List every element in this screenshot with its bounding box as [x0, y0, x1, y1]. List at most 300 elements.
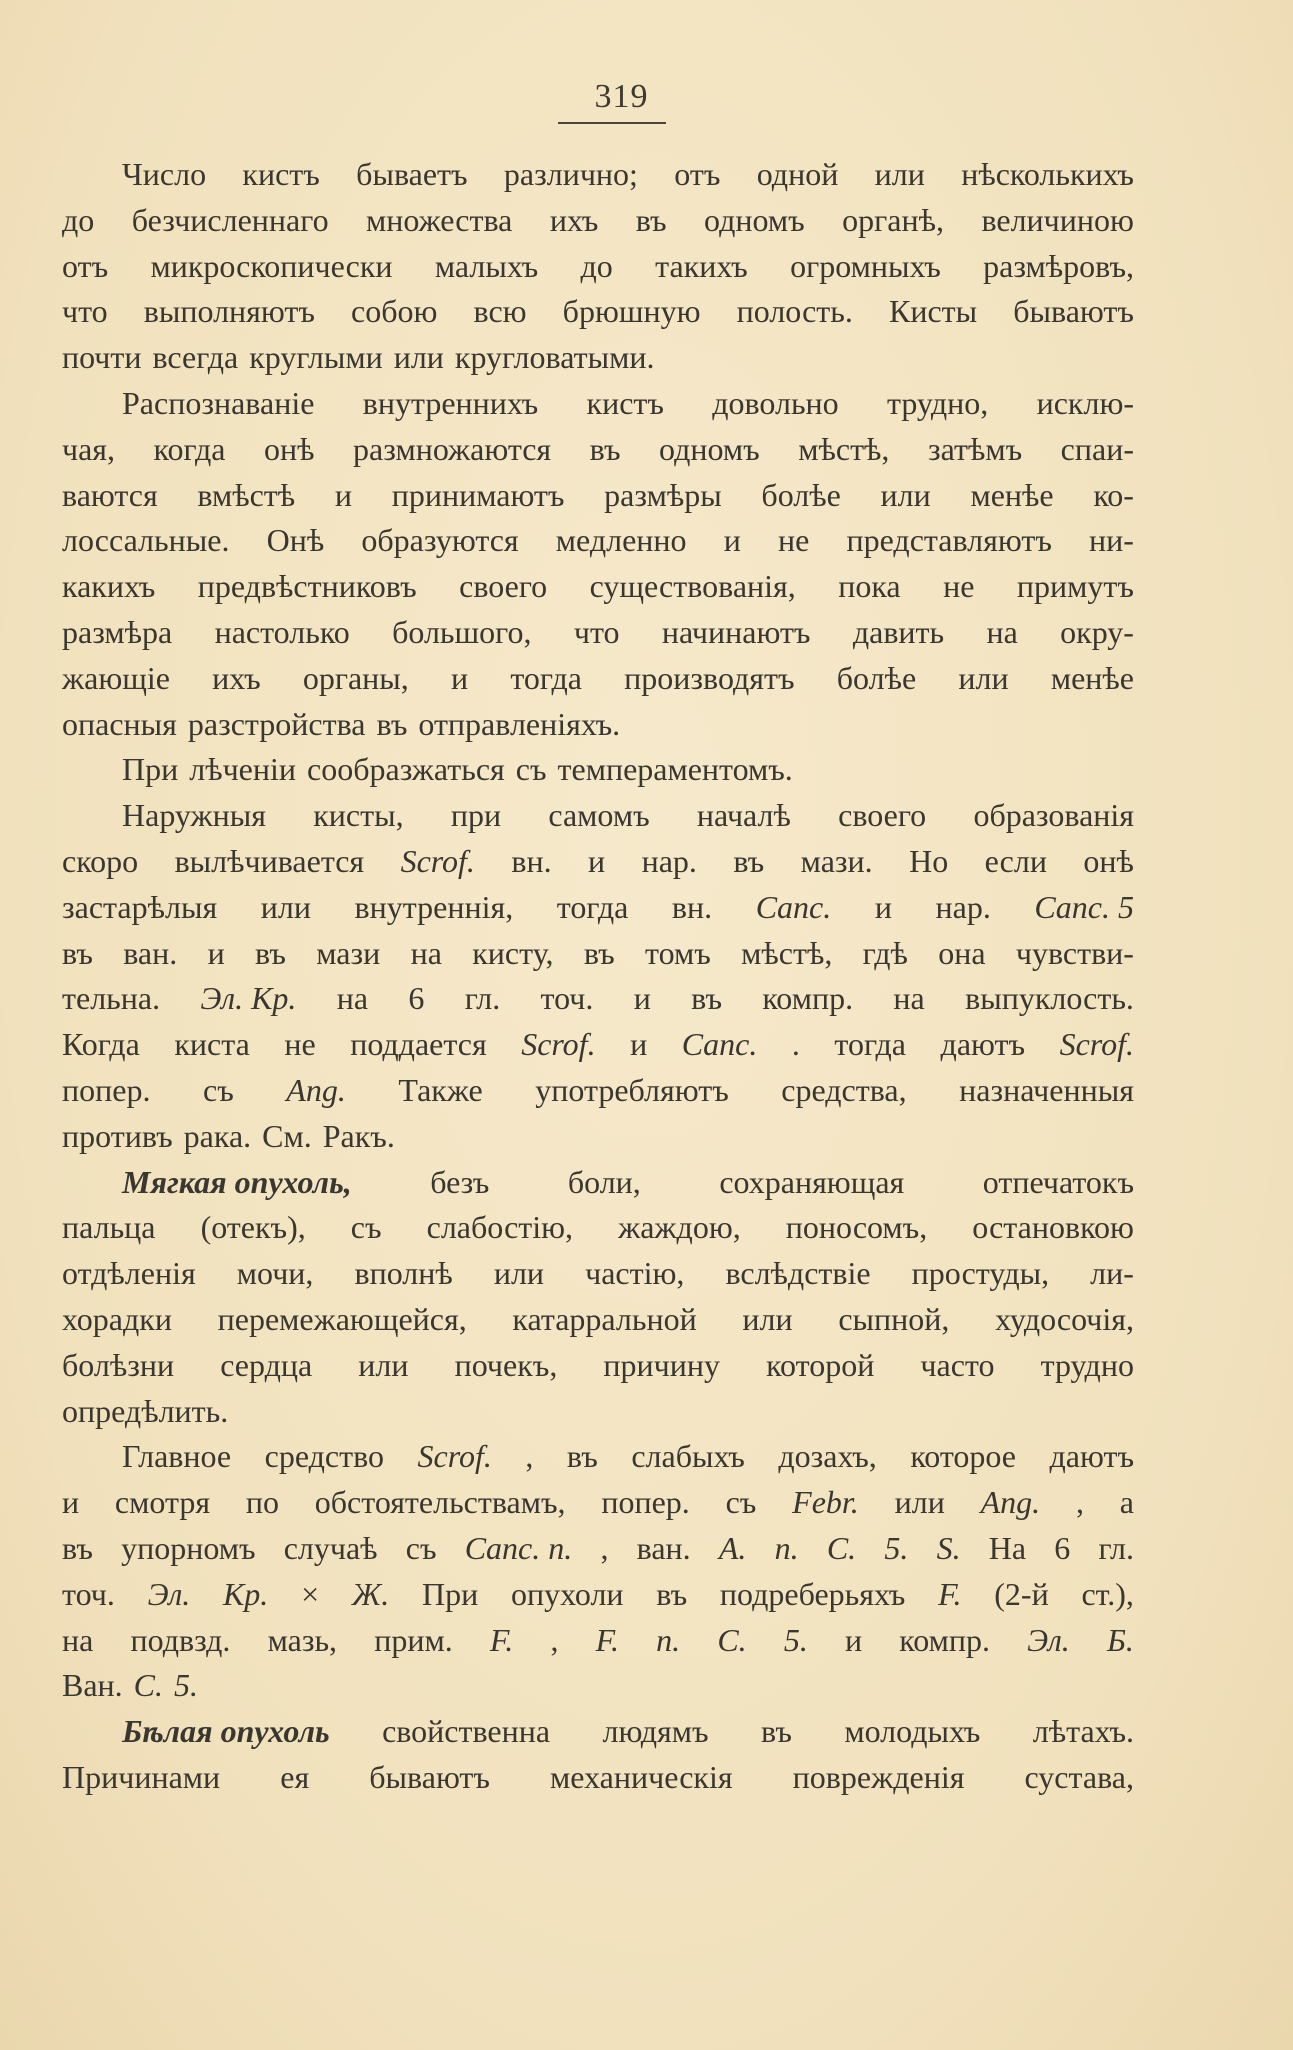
word: въ — [376, 705, 408, 742]
word: жаждою, — [618, 1209, 741, 1246]
text-line — [62, 1068, 1134, 1114]
word: перемежающейся, — [217, 1300, 467, 1337]
word: противъ — [62, 1117, 173, 1154]
word: съ — [725, 1484, 757, 1521]
word: (отекъ), — [200, 1209, 306, 1246]
text-line — [62, 1114, 1134, 1160]
word: внутреннихъ — [362, 384, 539, 421]
word: образуются — [361, 522, 519, 559]
word: въ — [62, 934, 93, 971]
word: Онѣ — [266, 522, 325, 559]
word: людямъ — [602, 1713, 709, 1750]
word: съ — [405, 1529, 437, 1566]
word: Ang. — [286, 1071, 346, 1108]
word: внутреннія, — [354, 888, 514, 925]
word: она — [938, 934, 986, 971]
word: отъ — [62, 247, 109, 284]
word: обстоятельствамъ, — [314, 1484, 566, 1521]
word: или — [894, 1484, 945, 1521]
word: 6 — [408, 980, 425, 1017]
word: какихъ — [62, 568, 156, 605]
word: если — [984, 842, 1047, 879]
word: См. — [262, 1117, 312, 1154]
word: медленно — [555, 522, 687, 559]
word: пока — [838, 568, 901, 605]
word: исклю- — [1036, 384, 1134, 421]
word: окру- — [1060, 613, 1134, 650]
word: размѣры — [604, 476, 722, 513]
text-line — [62, 1343, 1134, 1389]
word: собою — [351, 293, 438, 330]
word: S. — [936, 1529, 961, 1566]
word: ван. — [123, 934, 178, 971]
text-line — [62, 793, 1134, 839]
word: до — [580, 247, 613, 284]
word: тогда — [556, 888, 629, 925]
word: Распознаваніе — [122, 384, 315, 421]
word: нѣсколькихъ — [961, 156, 1134, 192]
word: одномъ — [704, 201, 805, 238]
word: а — [1119, 1484, 1134, 1521]
word: полость. — [736, 293, 853, 330]
word: мази. — [800, 842, 873, 879]
word: своего — [838, 797, 927, 834]
word: чувстви- — [1015, 934, 1134, 971]
word: На — [988, 1529, 1027, 1566]
word: Также — [398, 1071, 483, 1108]
text-line — [62, 885, 1134, 931]
word: съ — [515, 751, 547, 788]
word: брюшную — [562, 293, 701, 330]
word: и — [844, 1621, 863, 1658]
word: кисту, — [472, 934, 554, 971]
word: чая, — [62, 430, 116, 467]
word: Scrof. — [417, 1438, 492, 1475]
word: давить — [852, 613, 945, 650]
text-line — [62, 564, 1134, 610]
word: 6 — [1054, 1529, 1071, 1566]
word: размѣровъ, — [983, 247, 1134, 284]
text-line — [62, 335, 1134, 381]
text-line — [62, 702, 1134, 748]
word: Canc. n. — [464, 1529, 573, 1566]
word: поврежденія — [792, 1758, 965, 1795]
word: F. — [489, 1621, 514, 1658]
word: ко- — [1093, 476, 1134, 513]
word: круглыми — [249, 339, 383, 376]
word: Canc. — [681, 1026, 758, 1063]
word: или — [874, 156, 925, 192]
word: мазь, — [267, 1621, 338, 1658]
text-line — [62, 473, 1134, 519]
word: на — [893, 980, 925, 1017]
word: почти — [62, 339, 142, 376]
word: гл. — [1098, 1529, 1134, 1566]
word: лѣченіи — [189, 751, 297, 788]
word: менѣе — [970, 476, 1054, 513]
text-line — [62, 198, 1134, 244]
word: на — [986, 613, 1018, 650]
word: размѣра — [62, 613, 173, 650]
word: болѣе — [761, 476, 841, 513]
word: отправленіяхъ. — [418, 705, 621, 742]
word: Scrof. — [521, 1026, 596, 1063]
word: онѣ — [264, 430, 315, 467]
word: не — [284, 1026, 316, 1063]
word: остановкою — [972, 1209, 1134, 1246]
text-line — [62, 1663, 1134, 1709]
text-line — [62, 244, 1134, 290]
word: или — [493, 1255, 545, 1292]
word: опухоли — [510, 1575, 624, 1612]
word: вслѣдствіе — [725, 1255, 871, 1292]
word: кистъ — [586, 384, 664, 421]
word: и — [630, 1026, 648, 1063]
word: до — [62, 201, 95, 238]
word: тельна. — [62, 980, 161, 1017]
word: довольно — [712, 384, 839, 421]
word: n. — [656, 1621, 681, 1658]
word: молодыхъ — [844, 1713, 981, 1750]
word: попер. — [62, 1071, 151, 1108]
word: и — [62, 1484, 80, 1521]
word: F. — [595, 1621, 620, 1658]
word: и — [588, 842, 606, 879]
word: или — [742, 1300, 793, 1337]
word: Ang. — [980, 1484, 1041, 1521]
word: болѣе — [836, 659, 917, 696]
word: средство — [264, 1438, 384, 1475]
word: сообразжаться — [307, 751, 505, 788]
word: которой — [766, 1346, 875, 1383]
header-rule — [558, 122, 666, 124]
word: × — [301, 1575, 320, 1612]
text-line — [62, 1526, 1134, 1572]
text-line — [62, 427, 1134, 473]
word: катарральной — [512, 1300, 697, 1337]
text-line — [62, 1389, 1134, 1435]
word: по — [245, 1484, 279, 1521]
word: спаи- — [1060, 430, 1134, 467]
word: ни- — [1089, 522, 1134, 559]
page-number: 319 — [594, 78, 649, 115]
word: (2-й — [994, 1575, 1049, 1612]
text-line — [62, 976, 1134, 1022]
word: часто — [920, 1346, 995, 1383]
word: принимаютъ — [391, 476, 565, 513]
text-line — [62, 839, 1134, 885]
word: огромныхъ — [790, 247, 941, 284]
word: въ — [691, 980, 723, 1017]
word: и — [451, 659, 469, 696]
word: вн. — [671, 888, 713, 925]
word: и — [207, 934, 225, 971]
word: ихъ — [549, 201, 599, 238]
word: лѣтахъ. — [1032, 1713, 1134, 1750]
word: или — [880, 476, 931, 513]
word: предвѣстниковъ — [197, 568, 417, 605]
word: въ — [761, 1713, 792, 1750]
word: выполняютъ — [143, 293, 315, 330]
word: Canc. — [755, 888, 832, 925]
word: Наружныя — [122, 797, 266, 834]
word: При — [122, 751, 179, 788]
word: органы, — [302, 659, 409, 696]
word: Когда — [62, 1026, 140, 1063]
word: вполнѣ — [354, 1255, 453, 1292]
text-line — [62, 1709, 1134, 1755]
word: упорномъ — [121, 1529, 256, 1566]
word: величиною — [981, 201, 1134, 238]
text-line — [62, 1755, 1134, 1801]
word: смотря — [114, 1484, 211, 1521]
word: боли, — [567, 1163, 641, 1200]
word: Причинами — [62, 1758, 221, 1795]
word: или — [358, 1346, 409, 1383]
word: худосочія, — [995, 1300, 1134, 1337]
word: съ — [350, 1209, 382, 1246]
word: гдѣ — [862, 934, 908, 971]
word: точ. — [540, 980, 594, 1017]
word: поддается — [350, 1026, 487, 1063]
word: C. — [826, 1529, 857, 1566]
word: когда — [153, 430, 226, 467]
word: Эл. — [147, 1575, 191, 1612]
word: ли- — [1090, 1255, 1134, 1292]
word: множества — [366, 201, 513, 238]
word: или — [260, 888, 311, 925]
word: компр. — [762, 980, 854, 1017]
text-line — [62, 1251, 1134, 1297]
word: частію, — [585, 1255, 685, 1292]
body-text — [62, 152, 1134, 1801]
word: менѣе — [1050, 659, 1134, 696]
word: примутъ — [1016, 568, 1134, 605]
word: C. — [133, 1667, 164, 1704]
word: онѣ — [1083, 842, 1134, 879]
word: употребляютъ — [535, 1071, 729, 1108]
word: что — [62, 293, 108, 330]
text-line — [62, 1297, 1134, 1343]
word: Febr. — [792, 1484, 859, 1521]
word: трудно — [1040, 1346, 1134, 1383]
word: лоссальные. — [62, 522, 230, 559]
word: . — [791, 1026, 800, 1063]
word: разстройства — [187, 705, 366, 742]
text-line — [62, 289, 1134, 335]
word: или — [958, 659, 1009, 696]
word: всегда — [152, 339, 239, 376]
word: Эл. Кр. — [200, 980, 297, 1017]
word: назначенныя — [959, 1071, 1134, 1108]
text-line — [62, 610, 1134, 656]
word: прим. — [374, 1621, 453, 1658]
word: начинаютъ — [661, 613, 811, 650]
word: ваются — [62, 476, 158, 513]
word: сохраняющая — [719, 1163, 905, 1200]
word: въ — [255, 934, 286, 971]
word: бываютъ — [369, 1758, 490, 1795]
word: киста — [174, 1026, 250, 1063]
word: мѣстѣ, — [798, 430, 890, 467]
word: темпераментомъ. — [557, 751, 793, 788]
word: и — [633, 980, 651, 1017]
word: на — [336, 980, 369, 1017]
word: нар. — [641, 842, 697, 879]
word: не — [778, 522, 810, 559]
word: мочи, — [236, 1255, 314, 1292]
word: A. — [718, 1529, 747, 1566]
word: на — [62, 1621, 94, 1658]
text-line — [62, 1480, 1134, 1526]
word: бываютъ — [1013, 293, 1134, 330]
word: одной — [756, 156, 839, 192]
word: пальца — [62, 1209, 156, 1246]
word: одномъ — [659, 430, 760, 467]
word: Scrof. — [1059, 1026, 1134, 1063]
word: Scrof. — [400, 842, 475, 879]
word: компр. — [899, 1621, 990, 1658]
word: точ. — [62, 1575, 115, 1612]
word: Но — [909, 842, 949, 879]
word: образованія — [973, 797, 1134, 834]
word: и — [334, 476, 352, 513]
word: сыпной, — [838, 1300, 950, 1337]
word: механическія — [550, 1758, 733, 1795]
word: не — [943, 568, 975, 605]
word: кисты, — [313, 797, 404, 834]
text-line — [62, 1160, 1134, 1206]
word: Главное — [122, 1438, 232, 1475]
word: попер. — [601, 1484, 690, 1521]
word: настолько — [214, 613, 350, 650]
text-line — [62, 1205, 1134, 1251]
word: кистъ — [242, 156, 320, 192]
word: 5. — [783, 1621, 808, 1658]
word: выпуклость. — [965, 980, 1134, 1017]
word: въ — [62, 1529, 93, 1566]
word: тогда — [834, 1026, 906, 1063]
text-line — [62, 518, 1134, 564]
word: затѣмъ — [927, 430, 1023, 467]
word: трудно, — [886, 384, 989, 421]
word: жающіе — [62, 659, 170, 696]
text-line — [62, 747, 1134, 793]
word: отдѣленія — [62, 1255, 196, 1292]
word: началѣ — [696, 797, 791, 834]
word: размножаются — [353, 430, 552, 467]
word: застарѣлыя — [62, 888, 218, 925]
word: мази — [316, 934, 381, 971]
word: своего — [459, 568, 548, 605]
word: въ — [635, 201, 667, 238]
word: большого, — [392, 613, 532, 650]
word: въ — [656, 1575, 688, 1612]
text-line — [62, 931, 1134, 977]
word: Ван. — [62, 1667, 123, 1704]
word: и — [874, 888, 892, 925]
word: , — [525, 1438, 534, 1475]
word: томъ — [645, 934, 711, 971]
word: ея — [280, 1758, 310, 1795]
word: Бѣлая опухоль — [122, 1713, 330, 1750]
word: мѣстѣ, — [741, 934, 833, 971]
text-line — [62, 1022, 1134, 1068]
word: 5. — [884, 1529, 909, 1566]
word: Ракъ. — [322, 1117, 395, 1154]
word: гл. — [464, 980, 501, 1017]
word: въ — [589, 430, 621, 467]
text-line — [62, 152, 1134, 198]
word: вн. — [511, 842, 552, 879]
word: ихъ — [212, 659, 261, 696]
word: кругловатыми. — [454, 339, 655, 376]
word: при — [450, 797, 502, 834]
word: случаѣ — [283, 1529, 378, 1566]
word: производятъ — [624, 659, 795, 696]
word: рака. — [183, 1117, 252, 1154]
word: отпечатокъ — [982, 1163, 1134, 1200]
word: При — [421, 1575, 479, 1612]
word: съ — [202, 1071, 234, 1108]
text-line — [62, 656, 1134, 702]
word: болѣзни — [62, 1346, 175, 1383]
word: , — [1075, 1484, 1084, 1521]
word: , — [600, 1529, 609, 1566]
word: простуды, — [911, 1255, 1050, 1292]
word: которое — [910, 1438, 1016, 1475]
word: и — [723, 522, 741, 559]
word: поносомъ, — [785, 1209, 928, 1246]
word: 5. — [174, 1667, 199, 1704]
word: Мягкая опухоль, — [122, 1163, 352, 1200]
word: Ж. — [351, 1575, 390, 1612]
word: Число — [122, 156, 207, 192]
word: даютъ — [1049, 1438, 1134, 1475]
word: въ — [733, 842, 765, 879]
word: ван. — [636, 1529, 691, 1566]
word: вмѣстѣ — [197, 476, 296, 513]
word: въ — [566, 1438, 598, 1475]
word: F. — [938, 1575, 962, 1612]
word: слабыхъ — [631, 1438, 745, 1475]
word: вылѣчивается — [174, 842, 365, 879]
word: самомъ — [548, 797, 650, 834]
word: или — [393, 339, 444, 376]
word: , — [550, 1621, 559, 1658]
word: средства, — [781, 1071, 907, 1108]
word: сердца — [220, 1346, 313, 1383]
word: малыхъ — [434, 247, 539, 284]
word: Кисты — [888, 293, 978, 330]
word: почекъ, — [454, 1346, 558, 1383]
word: представляютъ — [846, 522, 1052, 559]
word: подвзд. — [130, 1621, 231, 1658]
word: органѣ, — [842, 201, 944, 238]
word: хорадки — [62, 1300, 172, 1337]
word: Б. — [1106, 1621, 1134, 1658]
word: бываетъ — [356, 156, 468, 192]
word: слабостію, — [426, 1209, 574, 1246]
text-line — [62, 1618, 1134, 1664]
word: скоро — [62, 842, 139, 879]
text-line — [62, 1434, 1134, 1480]
word: нар. — [935, 888, 991, 925]
word: отъ — [674, 156, 721, 192]
word: существованія, — [589, 568, 796, 605]
word: дозахъ, — [778, 1438, 877, 1475]
word: такихъ — [655, 247, 748, 284]
